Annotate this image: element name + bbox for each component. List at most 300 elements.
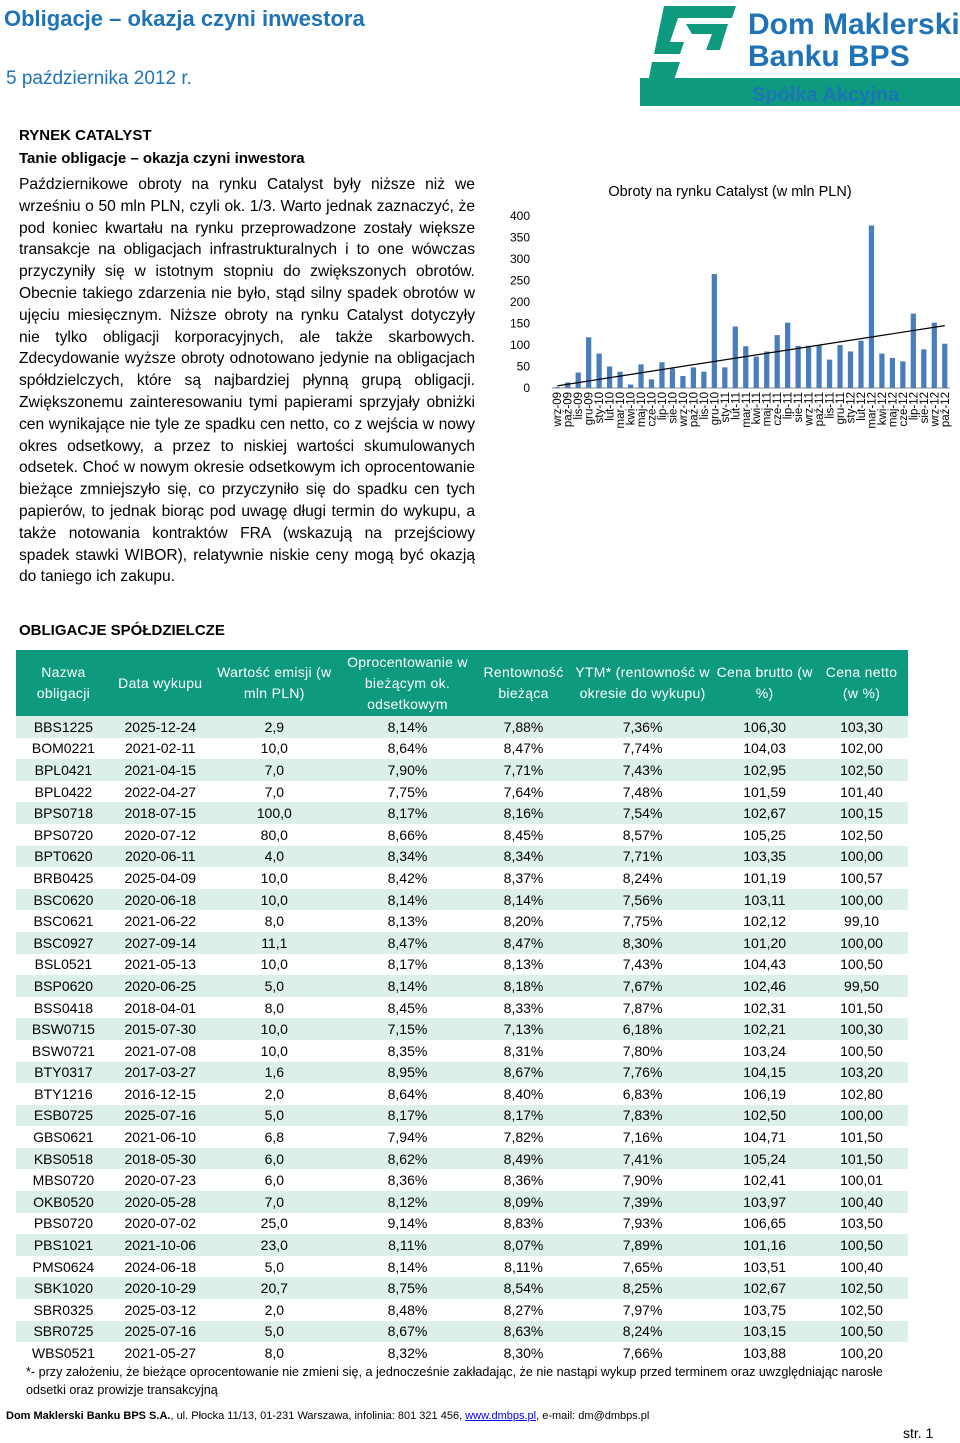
cell-net-price: 100,40 — [815, 1191, 908, 1213]
cell-issue-value: 6,8 — [210, 1126, 339, 1148]
cell-current-yield: 8,09% — [476, 1191, 571, 1213]
cell-maturity: 2025-03-12 — [111, 1299, 210, 1321]
trend-line — [557, 326, 945, 386]
cell-issue-value: 5,0 — [210, 1321, 339, 1343]
bar — [597, 354, 602, 388]
cell-current-yield: 8,13% — [476, 954, 571, 976]
bar — [576, 373, 581, 388]
cell-maturity: 2021-10-06 — [111, 1234, 210, 1256]
bar — [858, 341, 863, 388]
table-row — [16, 1018, 908, 1040]
cell-issue-value: 10,0 — [210, 1040, 339, 1062]
cell-gross-price: 106,19 — [714, 1083, 815, 1105]
x-tick-label: lip-10 — [656, 392, 669, 421]
bar — [869, 225, 874, 388]
table-row — [16, 1148, 908, 1170]
section-subheading: Tanie obligacje – okazja czyni inwestora — [19, 150, 305, 167]
cell-name: ESB0725 — [16, 1105, 111, 1127]
cell-maturity: 2015-07-30 — [111, 1018, 210, 1040]
cell-gross-price: 102,95 — [714, 759, 815, 781]
cell-current-yield: 7,82% — [476, 1126, 571, 1148]
cell-gross-price: 104,03 — [714, 738, 815, 760]
cell-ytm: 7,93% — [571, 1213, 714, 1235]
x-tick-label: mar-10 — [615, 392, 628, 429]
bar — [701, 372, 706, 388]
cell-issue-value: 23,0 — [210, 1234, 339, 1256]
cell-coupon: 8,45% — [339, 997, 476, 1019]
bar — [617, 372, 622, 388]
cell-name: BSW0721 — [16, 1040, 111, 1062]
cell-maturity: 2025-04-09 — [111, 867, 210, 889]
cell-ytm: 8,24% — [571, 867, 714, 889]
cell-coupon: 8,14% — [339, 1256, 476, 1278]
cell-maturity: 2021-06-22 — [111, 910, 210, 932]
table-row — [16, 1169, 908, 1191]
x-tick-label: sty-10 — [594, 392, 607, 424]
cell-maturity: 2020-05-28 — [111, 1191, 210, 1213]
cell-current-yield: 8,14% — [476, 889, 571, 911]
cell-current-yield: 8,36% — [476, 1169, 571, 1191]
cell-gross-price: 103,35 — [714, 846, 815, 868]
x-tick-label: paź-11 — [814, 392, 827, 427]
cell-net-price: 101,50 — [815, 1126, 908, 1148]
logo-line1: Dom Maklerski — [748, 8, 960, 41]
y-tick-label: 400 — [509, 209, 530, 223]
cell-gross-price: 101,19 — [714, 867, 815, 889]
cell-gross-price: 103,97 — [714, 1191, 815, 1213]
table-row — [16, 738, 908, 760]
table-row — [16, 1062, 908, 1084]
bar — [670, 369, 675, 388]
cell-gross-price: 103,11 — [714, 889, 815, 911]
table-row — [16, 1321, 908, 1343]
table-row — [16, 867, 908, 889]
cell-gross-price: 101,16 — [714, 1234, 815, 1256]
cell-net-price: 100,00 — [815, 1105, 908, 1127]
cell-ytm: 8,57% — [571, 824, 714, 846]
cell-coupon: 8,14% — [339, 975, 476, 997]
cell-coupon: 8,13% — [339, 910, 476, 932]
y-tick-label: 50 — [516, 359, 530, 374]
bar — [649, 379, 654, 388]
cell-net-price: 100,15 — [815, 802, 908, 824]
cell-coupon: 8,67% — [339, 1321, 476, 1343]
cell-issue-value: 2,0 — [210, 1083, 339, 1105]
cell-current-yield: 8,07% — [476, 1234, 571, 1256]
cell-name: SBR0325 — [16, 1299, 111, 1321]
cell-gross-price: 104,71 — [714, 1126, 815, 1148]
x-tick-label: paź-09 — [562, 392, 575, 428]
turnover-chart — [500, 200, 960, 440]
cell-gross-price: 102,67 — [714, 1277, 815, 1299]
x-tick-label: lis-09 — [573, 392, 586, 420]
x-tick-label: lut-11 — [730, 392, 743, 420]
cell-name: PBS0720 — [16, 1213, 111, 1235]
cell-current-yield: 8,27% — [476, 1299, 571, 1321]
y-tick-label: 150 — [509, 316, 530, 331]
cell-coupon: 8,17% — [339, 802, 476, 824]
cell-name: BSC0927 — [16, 932, 111, 954]
cell-maturity: 2025-12-24 — [111, 716, 210, 738]
cell-gross-price: 103,75 — [714, 1299, 815, 1321]
cell-net-price: 99,10 — [815, 910, 908, 932]
x-tick-label: cze-12 — [897, 392, 910, 427]
bar — [827, 360, 832, 388]
page-number: str. 1 — [903, 1425, 934, 1441]
cell-ytm: 7,97% — [571, 1299, 714, 1321]
col-header-maturity: Data wykupu — [111, 650, 210, 716]
cell-coupon: 8,48% — [339, 1299, 476, 1321]
cell-net-price: 100,40 — [815, 1256, 908, 1278]
cell-ytm: 6,83% — [571, 1083, 714, 1105]
cell-name: BPT0620 — [16, 846, 111, 868]
x-tick-label: kwi-10 — [625, 392, 638, 426]
cell-current-yield: 8,45% — [476, 824, 571, 846]
x-tick-label: gru-11 — [835, 392, 848, 425]
cell-maturity: 2025-07-16 — [111, 1105, 210, 1127]
x-tick-label: wrz-12 — [929, 392, 942, 427]
cell-net-price: 103,20 — [815, 1062, 908, 1084]
cell-issue-value: 8,0 — [210, 997, 339, 1019]
cell-name: BTY1216 — [16, 1083, 111, 1105]
cell-gross-price: 102,50 — [714, 1105, 815, 1127]
cell-issue-value: 2,0 — [210, 1299, 339, 1321]
bar — [890, 358, 895, 388]
cell-current-yield: 8,20% — [476, 910, 571, 932]
cell-gross-price: 104,15 — [714, 1062, 815, 1084]
cell-name: BPL0422 — [16, 781, 111, 803]
table-header-row — [16, 650, 908, 716]
x-tick-label: kwi-12 — [876, 392, 889, 426]
cell-ytm: 7,75% — [571, 910, 714, 932]
cell-coupon: 8,17% — [339, 954, 476, 976]
cell-current-yield: 7,88% — [476, 716, 571, 738]
table-row — [16, 759, 908, 781]
bar — [816, 345, 821, 388]
footer — [6, 1410, 649, 1422]
bar — [837, 345, 842, 388]
cell-current-yield: 8,83% — [476, 1213, 571, 1235]
cell-name: BSS0418 — [16, 997, 111, 1019]
table-row — [16, 1256, 908, 1278]
cell-issue-value: 6,0 — [210, 1169, 339, 1191]
col-header-coupon: Oprocentowanie w bieżącym ok. odsetkowym — [339, 650, 476, 716]
article-paragraph: Październikowe obroty na rynku Catalyst były niższe niż we wrześniu o 50 mln PLN, czyli ok. 1/3. Warto jednak zaznaczyć, że pod koniec kwartału na rynku przeprowadzone zostały większe transakcje na obligacjach infrastrukturalnych i to one wówczas przyczyniły się w istotnym stopniu do zwiększonych obrotów. Obecnie takiego zdarzenia nie było, stąd silny spadek obrotów w ujęciu miesięcznym. Niższe obroty na rynku Catalyst dotyczyły nie tylko obligacji korporacyjnych, ale także skarbowych. Zdecydowanie wyższe obroty odnotowano jedynie na obligacjach spółdzielczych, które są najbardziej płynną grupą obligacji. Zwiększonemu zainteresowaniu tymi papierami sprzyjały obniżki cen wynikające nie tyle ze spadku cen netto, co z wejścia w nowy okres odsetkowy, a przez to niskiej wartości skumulowanych odsetek. Choć w nowym okresie odsetkowym ich oprocentowanie bieżące zmniejszyło się, co przyczyniło się do spadku cen tych papierów, to jednak biorąc pod uwagę długi termin do wykupu, a także notowania kontraktów FRA (wskazują na przejściowy spadek stawki WIBOR), relatywnie niskie ceny mogą być okazją do taniego ich zakupu. — [19, 176, 475, 586]
cell-net-price: 102,50 — [815, 759, 908, 781]
table-row — [16, 802, 908, 824]
cell-name: WBS0521 — [16, 1342, 111, 1364]
bar — [733, 327, 738, 388]
cell-maturity: 2021-06-10 — [111, 1126, 210, 1148]
cell-issue-value: 10,0 — [210, 889, 339, 911]
x-tick-label: lut-12 — [855, 392, 868, 421]
cell-net-price: 100,20 — [815, 1342, 908, 1364]
cell-gross-price: 102,41 — [714, 1169, 815, 1191]
cell-coupon: 7,94% — [339, 1126, 476, 1148]
cell-name: SBK1020 — [16, 1277, 111, 1299]
cell-gross-price: 101,59 — [714, 781, 815, 803]
cell-maturity: 2021-07-08 — [111, 1040, 210, 1062]
cell-maturity: 2022-04-27 — [111, 781, 210, 803]
table-row — [16, 1040, 908, 1062]
cell-coupon: 7,15% — [339, 1018, 476, 1040]
table-row — [16, 1083, 908, 1105]
x-tick-label: lut-10 — [604, 392, 617, 421]
bar — [764, 351, 769, 388]
cell-ytm: 8,24% — [571, 1321, 714, 1343]
cell-ytm: 7,90% — [571, 1169, 714, 1191]
table-row — [16, 846, 908, 868]
cell-issue-value: 11,1 — [210, 932, 339, 954]
cell-current-yield: 8,31% — [476, 1040, 571, 1062]
cell-name: BSC0620 — [16, 889, 111, 911]
cell-coupon: 8,35% — [339, 1040, 476, 1062]
bar — [628, 385, 633, 388]
cell-gross-price: 103,15 — [714, 1321, 815, 1343]
cell-issue-value: 20,7 — [210, 1277, 339, 1299]
table-row — [16, 781, 908, 803]
bar — [659, 362, 664, 388]
cell-ytm: 7,56% — [571, 889, 714, 911]
cell-ytm: 7,87% — [571, 997, 714, 1019]
table-row — [16, 1342, 908, 1364]
logo-line2: Banku BPS — [748, 40, 910, 73]
cell-ytm: 7,48% — [571, 781, 714, 803]
x-tick-label: cze-11 — [772, 392, 785, 426]
cell-current-yield: 8,63% — [476, 1321, 571, 1343]
cell-ytm: 7,80% — [571, 1040, 714, 1062]
report-date: 5 października 2012 r. — [6, 68, 192, 89]
cell-gross-price: 102,21 — [714, 1018, 815, 1040]
cell-current-yield: 8,67% — [476, 1062, 571, 1084]
logo-line3: Spółka Akcyjna — [752, 84, 900, 106]
cell-issue-value: 5,0 — [210, 975, 339, 997]
cell-maturity: 2017-03-27 — [111, 1062, 210, 1084]
cell-name: SBR0725 — [16, 1321, 111, 1343]
cell-net-price: 103,50 — [815, 1213, 908, 1235]
bar — [942, 344, 947, 388]
x-tick-label: wrz-09 — [552, 392, 565, 427]
cell-maturity: 2024-06-18 — [111, 1256, 210, 1278]
x-tick-label: wrz-11 — [803, 392, 816, 426]
footer-website-link[interactable]: www.dmbps.pl — [465, 1410, 537, 1422]
bar — [796, 346, 801, 388]
bar — [680, 376, 685, 388]
cell-name: BPS0720 — [16, 824, 111, 846]
x-tick-label: kwi-11 — [751, 392, 764, 425]
cell-coupon: 8,12% — [339, 1191, 476, 1213]
cell-gross-price: 103,24 — [714, 1040, 815, 1062]
cell-issue-value: 8,0 — [210, 1342, 339, 1364]
cell-coupon: 8,34% — [339, 846, 476, 868]
cell-maturity: 2020-07-23 — [111, 1169, 210, 1191]
cell-ytm: 7,43% — [571, 954, 714, 976]
cell-name: BPS0718 — [16, 802, 111, 824]
cell-ytm: 7,41% — [571, 1148, 714, 1170]
cell-coupon: 8,64% — [339, 738, 476, 760]
cell-current-yield: 8,47% — [476, 932, 571, 954]
cell-gross-price: 103,51 — [714, 1256, 815, 1278]
cell-net-price: 103,30 — [815, 716, 908, 738]
table-row — [16, 910, 908, 932]
cell-issue-value: 8,0 — [210, 910, 339, 932]
x-tick-label: maj-12 — [887, 392, 900, 428]
cell-net-price: 100,00 — [815, 889, 908, 911]
cell-maturity: 2020-07-12 — [111, 824, 210, 846]
chart-title: Obroty na rynku Catalyst (w mln PLN) — [608, 184, 852, 200]
y-tick-label: 250 — [509, 273, 530, 288]
cell-net-price: 101,50 — [815, 997, 908, 1019]
cell-maturity: 2025-07-16 — [111, 1321, 210, 1343]
cell-ytm: 7,43% — [571, 759, 714, 781]
cell-current-yield: 7,13% — [476, 1018, 571, 1040]
cell-current-yield: 8,34% — [476, 846, 571, 868]
x-tick-label: sie-10 — [667, 392, 680, 424]
cell-maturity: 2020-06-11 — [111, 846, 210, 868]
cell-issue-value: 10,0 — [210, 954, 339, 976]
footer-address: , ul. Płocka 11/13, 01-231 Warszawa, infolinia: 801 321 456, — [170, 1410, 466, 1422]
cell-issue-value: 1,6 — [210, 1062, 339, 1084]
cell-ytm: 8,25% — [571, 1277, 714, 1299]
bar — [722, 367, 727, 388]
cell-ytm: 7,71% — [571, 846, 714, 868]
cell-coupon: 8,47% — [339, 932, 476, 954]
cell-net-price: 100,57 — [815, 867, 908, 889]
cell-name: KBS0518 — [16, 1148, 111, 1170]
col-header-net-price: Cena netto (w %) — [815, 650, 908, 716]
x-tick-label: sie-12 — [918, 392, 931, 424]
x-tick-label: maj-11 — [761, 392, 774, 427]
y-tick-label: 350 — [509, 230, 530, 245]
cell-name: BTY0317 — [16, 1062, 111, 1084]
cell-name: BBS1225 — [16, 716, 111, 738]
bar — [932, 323, 937, 388]
table-row — [16, 1299, 908, 1321]
x-tick-label: sie-11 — [793, 392, 806, 423]
cell-coupon: 8,64% — [339, 1083, 476, 1105]
cell-current-yield: 7,64% — [476, 781, 571, 803]
bonds-table — [16, 650, 908, 1364]
cell-current-yield: 8,18% — [476, 975, 571, 997]
table-row — [16, 1191, 908, 1213]
cell-maturity: 2021-04-15 — [111, 759, 210, 781]
cell-gross-price: 106,30 — [714, 716, 815, 738]
cell-issue-value: 5,0 — [210, 1105, 339, 1127]
cell-ytm: 7,66% — [571, 1342, 714, 1364]
cell-coupon: 7,75% — [339, 781, 476, 803]
table-row — [16, 1277, 908, 1299]
cell-gross-price: 102,46 — [714, 975, 815, 997]
cell-current-yield: 8,11% — [476, 1256, 571, 1278]
cell-maturity: 2016-12-15 — [111, 1083, 210, 1105]
cell-net-price: 102,50 — [815, 824, 908, 846]
cell-coupon: 8,32% — [339, 1342, 476, 1364]
cell-current-yield: 8,47% — [476, 738, 571, 760]
x-tick-label: lis-10 — [698, 392, 711, 420]
table-section-heading: OBLIGACJE SPÓŁDZIELCZE — [19, 622, 225, 639]
x-tick-label: gru-10 — [709, 392, 722, 426]
x-tick-label: maj-10 — [636, 392, 649, 428]
cell-coupon: 8,42% — [339, 867, 476, 889]
cell-maturity: 2020-06-18 — [111, 889, 210, 911]
cell-coupon: 8,95% — [339, 1062, 476, 1084]
cell-coupon: 8,36% — [339, 1169, 476, 1191]
cell-issue-value: 10,0 — [210, 738, 339, 760]
cell-issue-value: 10,0 — [210, 1018, 339, 1040]
x-tick-label: wrz-10 — [677, 392, 690, 427]
bar — [806, 346, 811, 388]
cell-net-price: 100,50 — [815, 1321, 908, 1343]
cell-ytm: 7,76% — [571, 1062, 714, 1084]
cell-current-yield: 8,33% — [476, 997, 571, 1019]
cell-issue-value: 25,0 — [210, 1213, 339, 1235]
y-tick-label: 300 — [509, 252, 530, 266]
page-title: Obligacje – okazja czyni inwestora — [4, 6, 365, 31]
table-row — [16, 932, 908, 954]
cell-net-price: 101,50 — [815, 1148, 908, 1170]
cell-issue-value: 7,0 — [210, 759, 339, 781]
table-row — [16, 1213, 908, 1235]
cell-name: BSL0521 — [16, 954, 111, 976]
cell-issue-value: 4,0 — [210, 846, 339, 868]
cell-ytm: 7,39% — [571, 1191, 714, 1213]
table-row — [16, 997, 908, 1019]
cell-gross-price: 102,31 — [714, 997, 815, 1019]
cell-name: PBS1021 — [16, 1234, 111, 1256]
table-row — [16, 1105, 908, 1127]
cell-ytm: 7,65% — [571, 1256, 714, 1278]
table-row — [16, 824, 908, 846]
bar — [712, 274, 717, 388]
x-tick-label: sty-11 — [719, 392, 732, 423]
cell-ytm: 7,89% — [571, 1234, 714, 1256]
col-header-ytm: YTM* (rentowność w okresie do wykupu) — [571, 650, 714, 716]
cell-gross-price: 101,20 — [714, 932, 815, 954]
table-row — [16, 889, 908, 911]
cell-coupon: 8,14% — [339, 889, 476, 911]
cell-maturity: 2018-04-01 — [111, 997, 210, 1019]
cell-maturity: 2020-10-29 — [111, 1277, 210, 1299]
x-tick-label: lip-11 — [782, 392, 795, 420]
cell-gross-price: 105,24 — [714, 1148, 815, 1170]
cell-coupon: 8,66% — [339, 824, 476, 846]
cell-current-yield: 8,40% — [476, 1083, 571, 1105]
cell-gross-price: 104,43 — [714, 954, 815, 976]
x-tick-label: cze-10 — [646, 392, 659, 427]
cell-current-yield: 7,71% — [476, 759, 571, 781]
cell-net-price: 102,80 — [815, 1083, 908, 1105]
cell-name: BSW0715 — [16, 1018, 111, 1040]
cell-current-yield: 8,30% — [476, 1342, 571, 1364]
cell-issue-value: 80,0 — [210, 824, 339, 846]
bar — [743, 346, 748, 388]
table-row — [16, 954, 908, 976]
footer-email: , e-mail: dm@dmbps.pl — [536, 1410, 650, 1422]
cell-ytm: 6,18% — [571, 1018, 714, 1040]
cell-name: BRB0425 — [16, 867, 111, 889]
bar — [555, 387, 560, 388]
bar — [921, 349, 926, 388]
x-tick-label: paź-10 — [688, 392, 701, 428]
cell-ytm: 7,67% — [571, 975, 714, 997]
col-header-current-yield: Rentowność bieżąca — [476, 650, 571, 716]
bar — [848, 351, 853, 388]
cell-coupon: 8,14% — [339, 716, 476, 738]
cell-maturity: 2021-05-27 — [111, 1342, 210, 1364]
cell-issue-value: 6,0 — [210, 1148, 339, 1170]
cell-maturity: 2021-02-11 — [111, 738, 210, 760]
footer-company: Dom Maklerski Banku BPS S.A. — [6, 1410, 171, 1422]
